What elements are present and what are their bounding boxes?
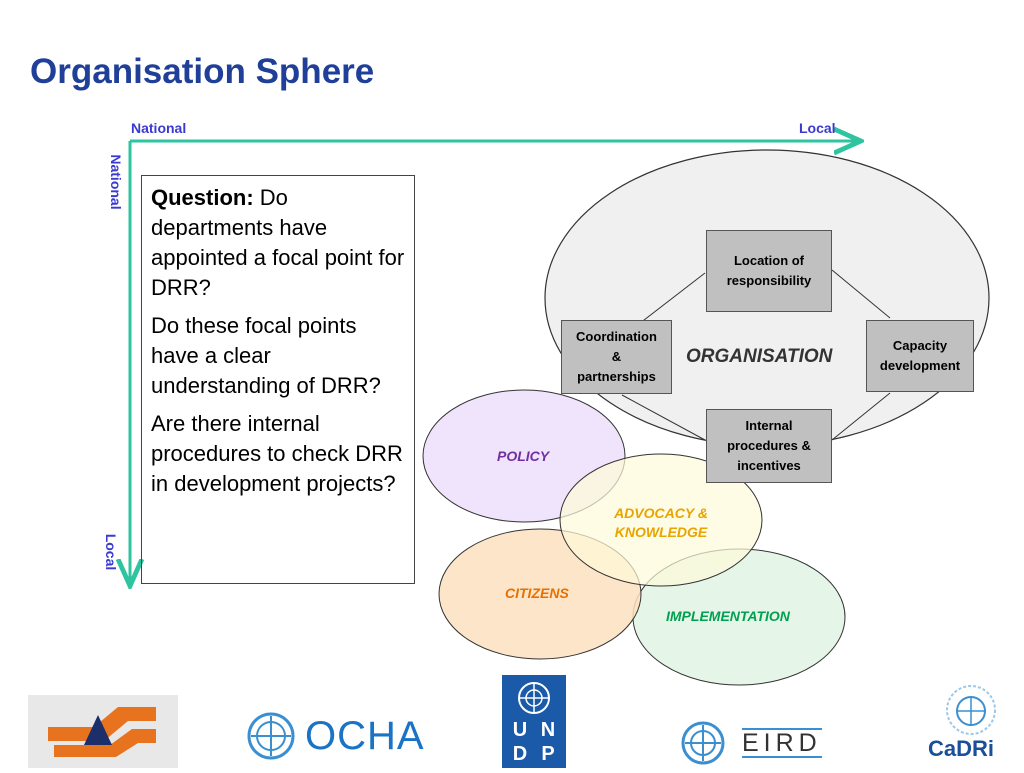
page-title: Organisation Sphere [30, 52, 375, 91]
axis-label-national-side: National [108, 154, 124, 210]
organisation-label: ORGANISATION [686, 346, 833, 367]
location-line-2: responsibility [726, 273, 812, 288]
internal-line-3: incentives [737, 458, 801, 473]
undp-logo [502, 675, 566, 768]
question-paragraph-3: Are there internal procedures to check DRR in development projects? [151, 411, 403, 496]
ocha-logo [245, 708, 445, 763]
eird-un-emblem-icon [680, 720, 726, 766]
undp-letter-u: U [512, 719, 528, 741]
policy-label: POLICY [497, 448, 550, 464]
coordination-line-3: partnerships [577, 369, 656, 384]
implementation-label: IMPLEMENTATION [666, 608, 790, 624]
coordination-partnerships-box [561, 320, 672, 394]
capacity-line-2: development [879, 358, 961, 373]
axis-label-local-top: Local [799, 120, 836, 136]
internal-procedures-box [706, 409, 832, 483]
undp-letter-n: N [540, 719, 556, 741]
eird-text: EIRD [742, 729, 822, 757]
national-agency-emblem-icon [28, 695, 178, 768]
advocacy-line-1: ADVOCACY & [614, 505, 708, 521]
advocacy-label [601, 504, 721, 542]
axis-label-national-top: National [131, 120, 187, 136]
axis-label-local-side: Local [103, 533, 119, 571]
coordination-line-2: & [611, 349, 622, 364]
undp-letter-d: D [512, 743, 528, 765]
question-paragraph-2: Do these focal points have a clear understanding of DRR? [151, 313, 381, 398]
ocha-text: OCHA [305, 714, 425, 758]
cadri-logo [926, 684, 1016, 768]
cadri-text: CaDRi [928, 736, 995, 761]
eird-logo [680, 718, 835, 766]
coordination-line-1: Coordination [576, 329, 657, 344]
citizens-label: CITIZENS [505, 585, 569, 601]
un-emblem-icon [245, 710, 297, 762]
undp-letter-p: P [541, 743, 555, 765]
question-label: Question: [151, 185, 254, 210]
cadri-emblem-icon [941, 684, 1001, 736]
capacity-development-box [866, 320, 974, 392]
location-line-1: Location of [733, 253, 805, 268]
location-of-responsibility-box [706, 230, 832, 312]
advocacy-line-2: KNOWLEDGE [614, 524, 708, 540]
internal-line-1: Internal [745, 418, 793, 433]
capacity-line-1: Capacity [892, 338, 948, 353]
undp-un-emblem-icon [514, 680, 554, 716]
question-text-1: Do departments have appointed a focal point for DRR? [151, 185, 405, 300]
internal-line-2: procedures & [727, 438, 811, 453]
national-agency-logo [28, 695, 178, 768]
